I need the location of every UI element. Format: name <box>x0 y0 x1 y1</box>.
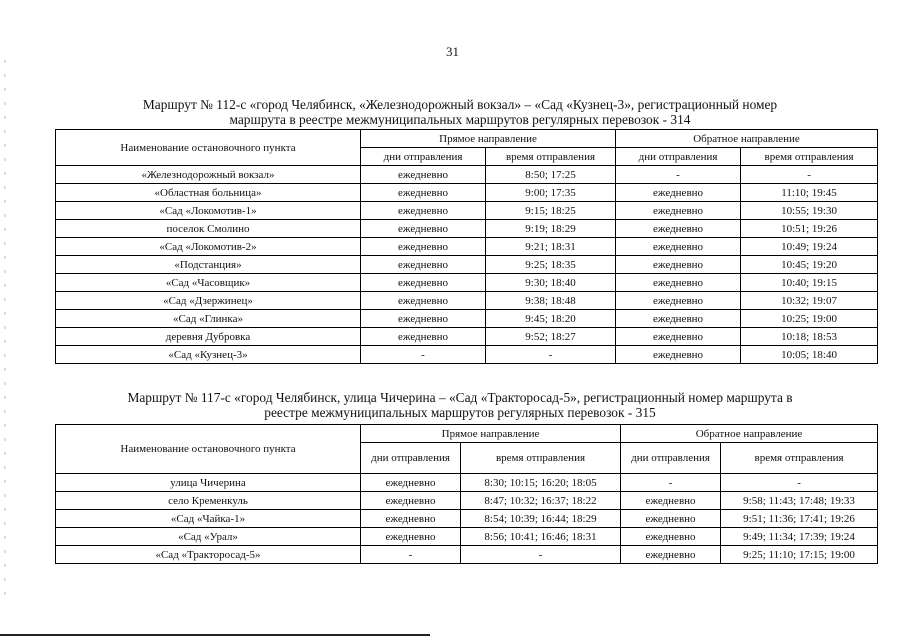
backward-days-cell: ежедневно <box>621 528 721 546</box>
stop-name-cell: «Сад «Чайка-1» <box>56 510 361 528</box>
forward-time-cell: 9:52; 18:27 <box>486 328 616 346</box>
table-row <box>56 256 878 274</box>
route-112-caption-line2: маршрута в реестре межмуниципальных маршрутов регулярных перевозок - 314 <box>229 112 691 127</box>
route-117-rows <box>56 474 878 564</box>
forward-time-cell: 9:30; 18:40 <box>486 274 616 292</box>
forward-time-cell: - <box>486 346 616 364</box>
forward-days-cell: ежедневно <box>361 528 461 546</box>
forward-days-cell: - <box>361 546 461 564</box>
table-row <box>56 220 878 238</box>
backward-time-cell: 9:51; 11:36; 17:41; 19:26 <box>721 510 878 528</box>
backward-time-cell: 10:49; 19:24 <box>741 238 878 256</box>
forward-time-cell: 9:19; 18:29 <box>486 220 616 238</box>
forward-days-cell: ежедневно <box>361 274 486 292</box>
header-stop-name: Наименование остановочного пункта <box>56 130 361 166</box>
route-117-caption <box>80 390 840 420</box>
table-row <box>56 310 878 328</box>
forward-time-cell: 8:54; 10:39; 16:44; 18:29 <box>461 510 621 528</box>
forward-time-cell: 9:25; 18:35 <box>486 256 616 274</box>
forward-days-cell: ежедневно <box>361 474 461 492</box>
backward-time-cell: 10:32; 19:07 <box>741 292 878 310</box>
table-row <box>56 238 878 256</box>
backward-time-cell: 10:51; 19:26 <box>741 220 878 238</box>
stop-name-cell: поселок Смолино <box>56 220 361 238</box>
header-forward: Прямое направление <box>361 130 616 148</box>
table-row <box>56 292 878 310</box>
forward-time-cell: 9:21; 18:31 <box>486 238 616 256</box>
stop-name-cell: «Сад «Дзержинец» <box>56 292 361 310</box>
backward-time-cell: - <box>721 474 878 492</box>
table-row <box>56 492 878 510</box>
backward-days-cell: ежедневно <box>616 220 741 238</box>
header-forward-time: время отправления <box>461 443 621 474</box>
route-112-caption <box>80 97 840 127</box>
backward-days-cell: ежедневно <box>616 184 741 202</box>
header-forward-time: время отправления <box>486 148 616 166</box>
backward-days-cell: ежедневно <box>621 510 721 528</box>
header-backward-time: время отправления <box>741 148 878 166</box>
forward-days-cell: ежедневно <box>361 510 461 528</box>
forward-days-cell: ежедневно <box>361 184 486 202</box>
forward-days-cell: ежедневно <box>361 492 461 510</box>
backward-time-cell: 9:25; 11:10; 17:15; 19:00 <box>721 546 878 564</box>
table-row <box>56 202 878 220</box>
backward-time-cell: 10:05; 18:40 <box>741 346 878 364</box>
route-117-table <box>55 424 878 564</box>
forward-time-cell: 8:47; 10:32; 16:37; 18:22 <box>461 492 621 510</box>
backward-time-cell: 11:10; 19:45 <box>741 184 878 202</box>
scan-bottom-bar <box>0 634 430 636</box>
forward-days-cell: ежедневно <box>361 220 486 238</box>
stop-name-cell: «Сад «Урал» <box>56 528 361 546</box>
forward-days-cell: ежедневно <box>361 166 486 184</box>
stop-name-cell: «Сад «Кузнец-3» <box>56 346 361 364</box>
backward-time-cell: 9:58; 11:43; 17:48; 19:33 <box>721 492 878 510</box>
stop-name-cell: «Сад «Локомотив-2» <box>56 238 361 256</box>
forward-days-cell: ежедневно <box>361 328 486 346</box>
backward-days-cell: ежедневно <box>616 310 741 328</box>
route-112-rows <box>56 166 878 364</box>
forward-time-cell: 9:15; 18:25 <box>486 202 616 220</box>
stop-name-cell: «Подстанция» <box>56 256 361 274</box>
header-stop-name: Наименование остановочного пункта <box>56 425 361 474</box>
table-row <box>56 474 878 492</box>
forward-days-cell: ежедневно <box>361 238 486 256</box>
backward-days-cell: ежедневно <box>616 202 741 220</box>
route-117-caption-line2: реестре межмуниципальных маршрутов регулярных перевозок - 315 <box>264 405 656 420</box>
header-backward: Обратное направление <box>621 425 878 443</box>
forward-time-cell: 9:00; 17:35 <box>486 184 616 202</box>
stop-name-cell: «Железнодорожный вокзал» <box>56 166 361 184</box>
header-backward: Обратное направление <box>616 130 878 148</box>
backward-time-cell: - <box>741 166 878 184</box>
header-backward-time: время отправления <box>721 443 878 474</box>
backward-time-cell: 10:45; 19:20 <box>741 256 878 274</box>
table-row <box>56 546 878 564</box>
stop-name-cell: «Областная больница» <box>56 184 361 202</box>
backward-days-cell: ежедневно <box>616 256 741 274</box>
route-117-caption-line1: Маршрут № 117-с «город Челябинск, улица Чичерина – «Сад «Тракторосад-5», регистрационный номер маршрута в <box>127 390 793 405</box>
backward-days-cell: ежедневно <box>621 492 721 510</box>
backward-time-cell: 10:18; 18:53 <box>741 328 878 346</box>
backward-days-cell: ежедневно <box>616 274 741 292</box>
stop-name-cell: «Сад «Локомотив-1» <box>56 202 361 220</box>
page-number: 31 <box>446 44 459 59</box>
table-row <box>56 346 878 364</box>
table-row <box>56 528 878 546</box>
stop-name-cell: село Кременкуль <box>56 492 361 510</box>
backward-days-cell: - <box>616 166 741 184</box>
forward-days-cell: - <box>361 346 486 364</box>
backward-days-cell: ежедневно <box>616 328 741 346</box>
table-row <box>56 510 878 528</box>
forward-time-cell: - <box>461 546 621 564</box>
forward-days-cell: ежедневно <box>361 202 486 220</box>
route-112-caption-line1: Маршрут № 112-с «город Челябинск, «Железнодорожный вокзал» – «Сад «Кузнец-3», регистрационный номер <box>142 97 778 112</box>
stop-name-cell: «Сад «Часовщик» <box>56 274 361 292</box>
header-backward-days: дни отправления <box>621 443 721 474</box>
forward-days-cell: ежедневно <box>361 256 486 274</box>
forward-time-cell: 8:56; 10:41; 16:46; 18:31 <box>461 528 621 546</box>
backward-time-cell: 10:55; 19:30 <box>741 202 878 220</box>
backward-days-cell: ежедневно <box>616 238 741 256</box>
backward-days-cell: - <box>621 474 721 492</box>
backward-days-cell: ежедневно <box>616 346 741 364</box>
header-forward-days: дни отправления <box>361 443 461 474</box>
header-forward-days: дни отправления <box>361 148 486 166</box>
header-backward-days: дни отправления <box>616 148 741 166</box>
table-row <box>56 328 878 346</box>
scan-edge-marks <box>4 60 6 600</box>
route-112-table <box>55 129 878 364</box>
backward-days-cell: ежедневно <box>616 292 741 310</box>
backward-time-cell: 10:25; 19:00 <box>741 310 878 328</box>
stop-name-cell: деревня Дубровка <box>56 328 361 346</box>
forward-time-cell: 8:30; 10:15; 16:20; 18:05 <box>461 474 621 492</box>
forward-time-cell: 9:38; 18:48 <box>486 292 616 310</box>
stop-name-cell: «Сад «Глинка» <box>56 310 361 328</box>
backward-time-cell: 9:49; 11:34; 17:39; 19:24 <box>721 528 878 546</box>
backward-days-cell: ежедневно <box>621 546 721 564</box>
header-forward: Прямое направление <box>361 425 621 443</box>
forward-time-cell: 9:45; 18:20 <box>486 310 616 328</box>
backward-time-cell: 10:40; 19:15 <box>741 274 878 292</box>
table-row <box>56 184 878 202</box>
stop-name-cell: улица Чичерина <box>56 474 361 492</box>
stop-name-cell: «Сад «Тракторосад-5» <box>56 546 361 564</box>
table-row <box>56 274 878 292</box>
table-row <box>56 166 878 184</box>
forward-days-cell: ежедневно <box>361 310 486 328</box>
forward-days-cell: ежедневно <box>361 292 486 310</box>
forward-time-cell: 8:50; 17:25 <box>486 166 616 184</box>
